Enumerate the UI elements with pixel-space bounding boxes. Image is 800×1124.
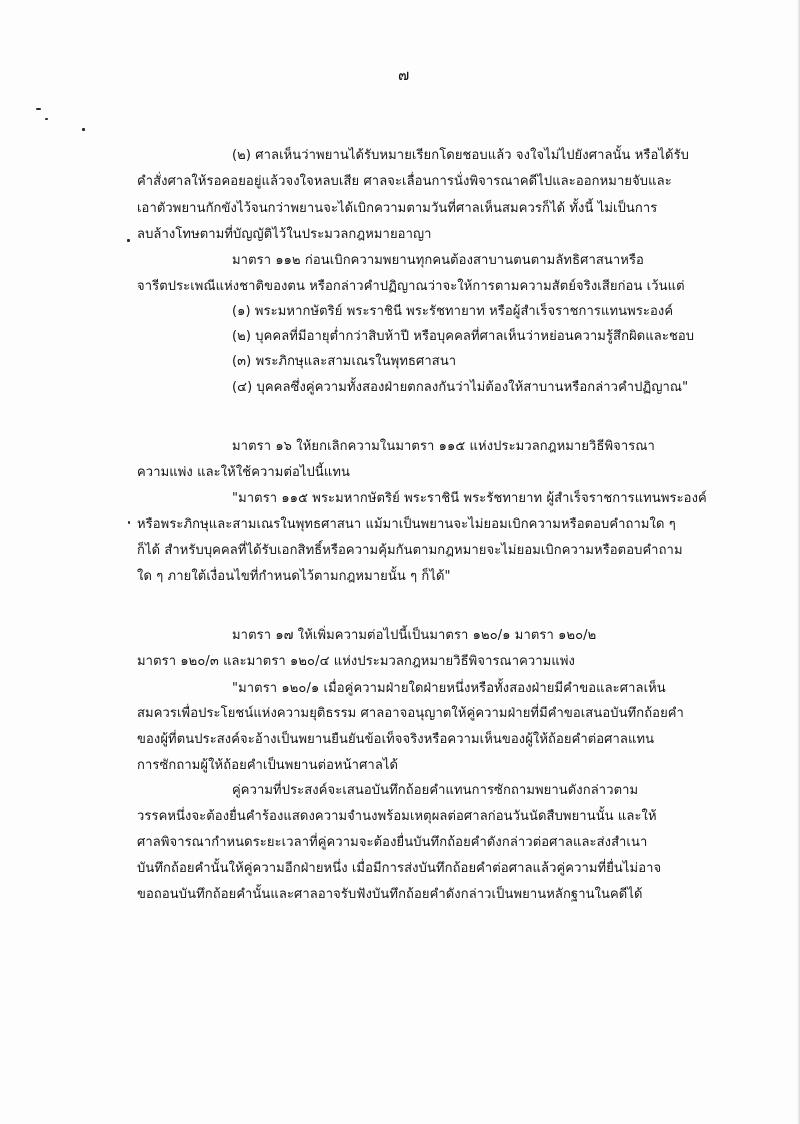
text-line: ลบล้างโทษตามที่บัญญัติไว้ในประมวลกฎหมายอาญา <box>137 227 432 242</box>
text-line: บันทึกถ้อยคำนั้นให้คู่ความอีกฝ่ายหนึ่ง เมื่อมีการส่งบันทึกถ้อยคำต่อศาลแล้วคู่ความที่ยื่นไม่อาจ <box>137 861 662 876</box>
text-line: ความแพ่ง และให้ใช้ความต่อไปนี้แทน <box>137 465 351 480</box>
scan-speck <box>127 239 130 242</box>
text-line: ขอถอนบันทึกถ้อยคำนั้นและศาลอาจรับฟังบันทึกถ้อยคำดังกล่าวเป็นพยานหลักฐานในคดีได้ <box>137 887 643 902</box>
text-line: คำสั่งศาลให้รอคอยอยู่แล้วจงใจหลบเสีย ศาลจะเลื่อนการนั่งพิจารณาคดีไปและออกหมายจับและ <box>137 174 672 189</box>
text-line: (๓) พระภิกษุและสามเณรในพุทธศาสนา <box>232 354 457 369</box>
text-line: จารีตประเพณีแห่งชาติของตน หรือกล่าวคำปฏิญาณว่าจะให้การตามความสัตย์จริงเสียก่อน เว้นแต่ <box>137 279 685 294</box>
text-line: วรรคหนึ่งจะต้องยื่นคำร้องแสดงความจำนงพร้อมเหตุผลต่อศาลก่อนวันนัดสืบพยานนั้น และให้ <box>137 809 657 824</box>
scan-speck <box>128 521 130 524</box>
text-line: (๒) บุคคลที่มีอายุต่ำกว่าสิบห้าปี หรือบุคคลที่ศาลเห็นว่าหย่อนความรู้สึกผิดและชอบ <box>232 329 695 344</box>
text-line: (๔) บุคคลซึ่งคู่ความทั้งสองฝ่ายตกลงกันว่าไม่ต้องให้สาบานหรือกล่าวคำปฏิญาณ" <box>232 380 689 395</box>
text-line: (๑) พระมหากษัตริย์ พระราชินี พระรัชทายาท หรือผู้สำเร็จราชการแทนพระองค์ <box>232 304 674 319</box>
text-line: หรือพระภิกษุและสามเณรในพุทธศาสนา แม้มาเป็นพยานจะไม่ยอมเบิกความหรือตอบคำถามใด ๆ <box>137 517 676 532</box>
text-line: ของผู้ที่ตนประสงค์จะอ้างเป็นพยานยืนยันข้อเท็จจริงหรือความเห็นของผู้ให้ถ้อยคำต่อศาลแทน <box>137 732 655 747</box>
text-line: มาตรา ๑๖ ให้ยกเลิกความในมาตรา ๑๑๕ แห่งประมวลกฎหมายวิธีพิจารณา <box>232 439 655 454</box>
scan-speck <box>36 108 41 110</box>
text-line: ก็ได้ สำหรับบุคคลที่ได้รับเอกสิทธิ์หรือความคุ้มกันตามกฎหมายจะไม่ยอมเบิกความหรือตอบคำถาม <box>137 543 683 558</box>
text-line: สมควรเพื่อประโยชน์แห่งความยุติธรรม ศาลอาจอนุญาตให้คู่ความฝ่ายที่มีคำขอเสนอบันทึกถ้อยคำ <box>137 706 684 721</box>
text-line: ศาลพิจารณากำหนดระยะเวลาที่คู่ความจะต้องยื่นบันทึกถ้อยคำดังกล่าวต่อศาลและส่งสำเนา <box>137 835 648 850</box>
text-line: "มาตรา ๑๑๕ พระมหากษัตริย์ พระราชินี พระรัชทายาท ผู้สำเร็จราชการแทนพระองค์ <box>232 491 707 506</box>
scan-speck <box>82 128 85 131</box>
text-line: (๒) ศาลเห็นว่าพยานได้รับหมายเรียกโดยชอบแล้ว จงใจไม่ไปยังศาลนั้น หรือได้รับ <box>232 148 690 163</box>
text-line: มาตรา ๑๒๐/๓ และมาตรา ๑๒๐/๔ แห่งประมวลกฎหมายวิธีพิจารณาความแพ่ง <box>137 654 575 669</box>
text-line: "มาตรา ๑๒๐/๑ เมื่อคู่ความฝ่ายใดฝ่ายหนึ่งหรือทั้งสองฝ่ายมีคำขอและศาลเห็น <box>232 681 666 696</box>
page-number: ๗ <box>398 66 410 84</box>
text-line: การซักถามผู้ให้ถ้อยคำเป็นพยานต่อหน้าศาลได้ <box>137 758 399 773</box>
text-line: มาตรา ๑๗ ให้เพิ่มความต่อไปนี้เป็นมาตรา ๑๒๐/๑ มาตรา ๑๒๐/๒ <box>232 628 597 643</box>
text-line: เอาตัวพยานกักขังไว้จนกว่าพยานจะได้เบิกความตามวันที่ศาลเห็นสมควรก็ได้ ทั้งนี้ ไม่เป็นการ <box>137 201 658 216</box>
text-line: มาตรา ๑๑๒ ก่อนเบิกความพยานทุกคนต้องสาบานตนตามลัทธิศาสนาหรือ <box>232 253 644 268</box>
text-line: คู่ความที่ประสงค์จะเสนอบันทึกถ้อยคำแทนการซักถามพยานดังกล่าวตาม <box>232 783 639 798</box>
text-line: ใด ๆ ภายใต้เงื่อนไขที่กำหนดไว้ตามกฎหมายนั้น ๆ ก็ได้" <box>137 569 451 584</box>
scan-speck <box>45 118 48 120</box>
